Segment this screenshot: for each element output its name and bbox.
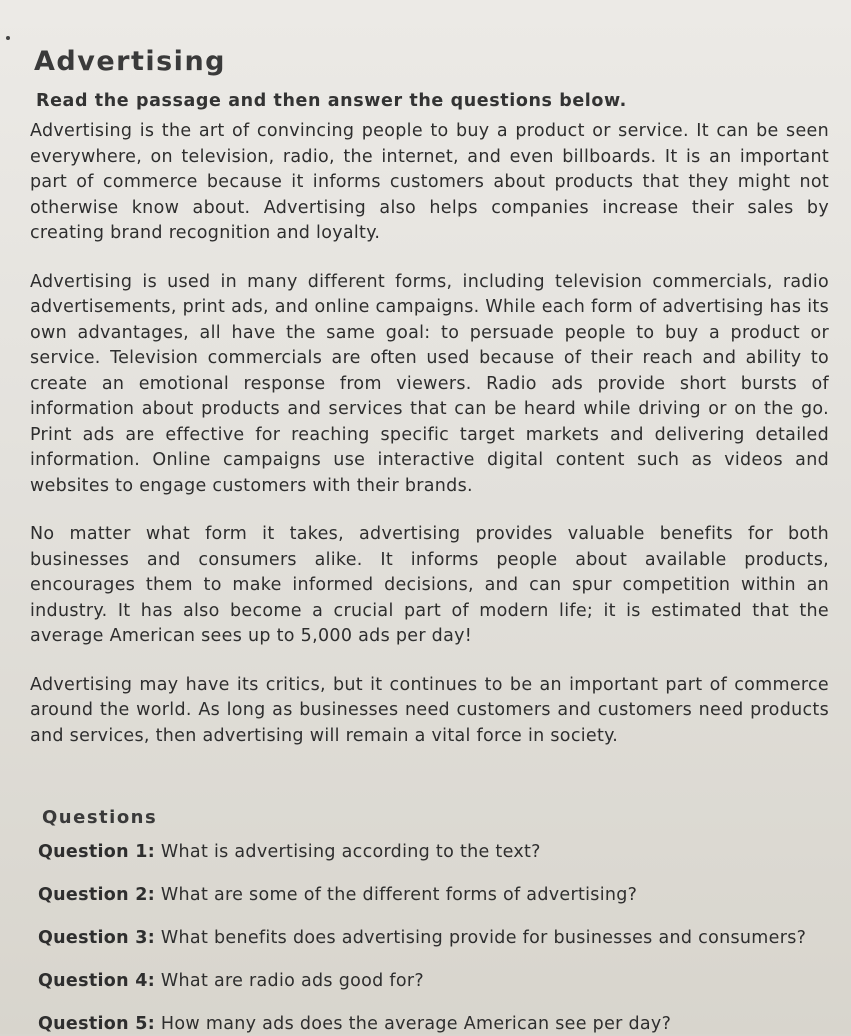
question-label: Question 5:	[38, 1014, 156, 1034]
question-text: What benefits does advertising provide for businesses and consumers?	[160, 928, 807, 948]
question-label: Question 2:	[38, 885, 156, 905]
question-item-1	[38, 840, 829, 864]
page-title: Advertising	[34, 46, 226, 77]
instructions: Read the passage and then answer the questions below.	[36, 91, 627, 111]
question-label: Question 4:	[38, 971, 156, 991]
passage-paragraph-3: No matter what form it takes, advertising provides valuable benefits for both businesses and consumers alike. It informs people about available products, encourages them to make informed decisions, and can spur competition within an industry. It has also become a crucial part of modern life; it is estimated that the average American sees up to 5,000 ads per day!	[30, 524, 829, 646]
question-text: What are some of the different forms of advertising?	[160, 885, 638, 905]
question-item-2	[38, 883, 829, 907]
question-label: Question 3:	[38, 928, 156, 948]
question-text: What are radio ads good for?	[160, 971, 424, 991]
passage-paragraph-4: Advertising may have its critics, but it continues to be an important part of commerce around the world. As long as businesses need customers and customers need products and services, then advertising will remain a vital force in society.	[30, 674, 829, 746]
ink-dot	[6, 36, 10, 40]
questions-heading: Questions	[42, 807, 158, 828]
question-list	[38, 840, 829, 1036]
question-text: How many ads does the average American see per day?	[160, 1014, 672, 1034]
question-item-5	[38, 1012, 829, 1036]
passage-paragraph-2: Advertising is used in many different forms, including television commercials, radio advertisements, print ads, and online campaigns. While each form of advertising has its own advantages, all have the same goal: to persuade people to buy a product or service. Television commercials are often used because of their reach and ability to create an emotional response from viewers. Radio ads provide short bursts of information about products and services that can be heard while driving or on the go. Print ads are effective for reaching specific target markets and delivering detailed information. Online campaigns use interactive digital content such as videos and websites to engage customers with their brands.	[30, 271, 829, 496]
question-item-3	[38, 926, 829, 950]
passage-paragraph-1: Advertising is the art of convincing people to buy a product or service. It can be seen everywhere, on television, radio, the internet, and even billboards. It is an important part of commerce because it informs customers about products that they might not otherwise know about. Advertising also helps companies increase their sales by creating brand recognition and loyalty.	[30, 121, 829, 243]
question-label: Question 1:	[38, 842, 156, 862]
question-text: What is advertising according to the text?	[160, 842, 541, 862]
question-item-4	[38, 969, 829, 993]
